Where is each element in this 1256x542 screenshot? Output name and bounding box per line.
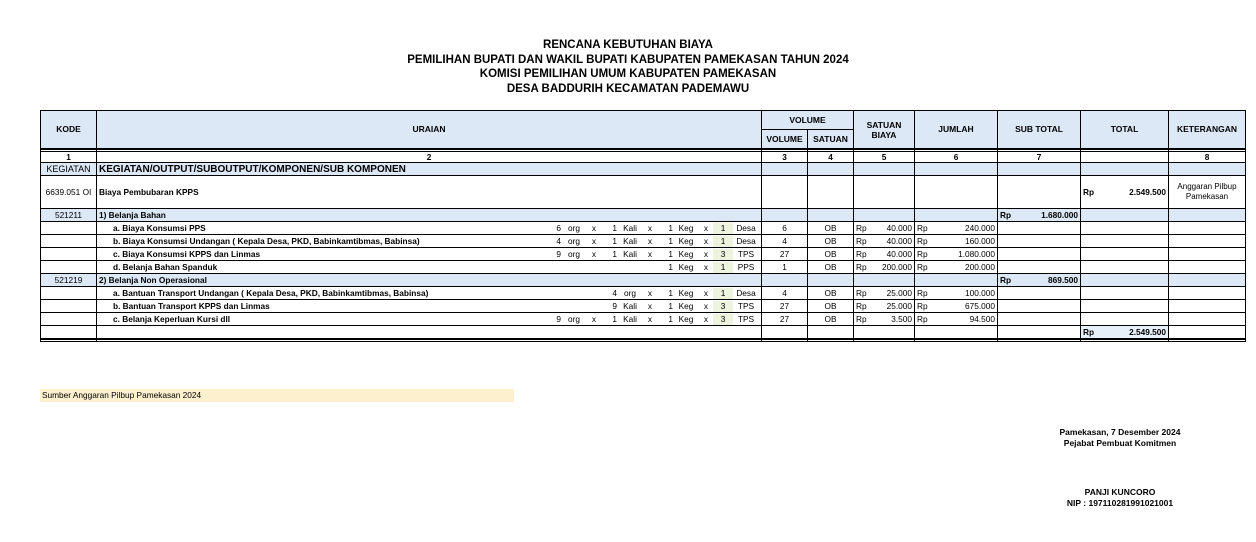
header-uraian: URAIAN <box>97 111 762 150</box>
table-cell <box>97 326 762 340</box>
table-cell <box>854 339 915 342</box>
table-cell <box>1081 287 1169 300</box>
item-jumlah: Rp 160.000 <box>915 235 998 248</box>
item-calculation: 1 Keg x 1 PPS <box>668 261 755 272</box>
table-cell <box>808 274 854 287</box>
item-volume: 27 <box>762 313 808 326</box>
table-cell <box>41 222 97 235</box>
grand-total: Rp 2.549.500 <box>1081 326 1169 340</box>
table-cell <box>1169 313 1246 326</box>
table-cell <box>41 313 97 326</box>
item-label: b. Bantuan Transport KPPS dan Linmas <box>113 300 270 311</box>
document-title <box>0 38 1256 96</box>
table-cell <box>808 339 854 342</box>
item-calculation: 9 org x 1 Kali x 1 Keg x 3 TPS <box>556 313 755 324</box>
item-label: c. Biaya Konsumsi KPPS dan Linmas <box>113 248 261 259</box>
header-satuan-biaya: SATUAN BIAYA <box>854 111 915 150</box>
group-subtotal: Rp 869.500 <box>998 274 1081 287</box>
item-uraian <box>97 287 762 300</box>
table-cell <box>97 339 762 342</box>
account-group-row <box>41 274 1246 287</box>
signature-role: Pejabat Pembuat Komitmen <box>1063 438 1177 448</box>
table-cell <box>998 300 1081 313</box>
table-cell <box>41 339 97 342</box>
group-subtotal: Rp 1.680.000 <box>998 209 1081 222</box>
title-line-3: KOMISI PEMILIHAN UMUM KABUPATEN PAMEKASAN <box>479 68 777 80</box>
table-cell <box>41 326 97 340</box>
kegiatan-kode: KEGIATAN <box>41 163 97 176</box>
account-group-row <box>41 209 1246 222</box>
komponen-keterangan: Anggaran Pilbup Pamekasan <box>1169 176 1246 209</box>
table-cell <box>762 326 808 340</box>
item-uraian <box>97 261 762 274</box>
table-row <box>41 248 1246 261</box>
item-satuan: OB <box>808 300 854 313</box>
table-cell <box>854 209 915 222</box>
item-calculation: 6 org x 1 Kali x 1 Keg x 1 Desa <box>556 222 756 233</box>
item-satuan: OB <box>808 313 854 326</box>
table-cell <box>1081 313 1169 326</box>
table-cell <box>41 248 97 261</box>
kegiatan-label: KEGIATAN/OUTPUT/SUBOUTPUT/KOMPONEN/SUB KOMPONEN <box>97 163 762 176</box>
signature-place-date: Pamekasan, 7 Desember 2024 <box>1059 427 1181 437</box>
table-cell <box>915 326 998 340</box>
item-satuan-biaya: Rp 25.000 <box>854 300 915 313</box>
table-cell <box>808 326 854 340</box>
signature-name: PANJI KUNCORO <box>1084 487 1156 497</box>
table-cell <box>1081 248 1169 261</box>
header-keterangan: KETERANGAN <box>1169 111 1246 150</box>
item-satuan: OB <box>808 235 854 248</box>
table-cell <box>41 261 97 274</box>
item-volume: 1 <box>762 261 808 274</box>
item-jumlah: Rp 240.000 <box>915 222 998 235</box>
item-volume: 27 <box>762 248 808 261</box>
header-volume-group: VOLUME <box>762 111 854 130</box>
item-volume: 4 <box>762 235 808 248</box>
table-cell <box>915 274 998 287</box>
table-cell <box>998 261 1081 274</box>
item-label: c. Belanja Keperluan Kursi dll <box>113 313 231 324</box>
table-cell <box>1081 209 1169 222</box>
item-uraian <box>97 300 762 313</box>
item-label: a. Biaya Konsumsi PPS <box>113 222 206 233</box>
column-number-row: 1 2 3 4 5 6 7 8 <box>41 152 1246 163</box>
table-cell <box>1081 261 1169 274</box>
table-row <box>41 261 1246 274</box>
komponen-label: Biaya Pembubaran KPPS <box>97 176 762 209</box>
item-jumlah: Rp 100.000 <box>915 287 998 300</box>
table-cell <box>1169 222 1246 235</box>
header-jumlah: JUMLAH <box>915 111 998 150</box>
item-satuan-biaya: Rp 40.000 <box>854 222 915 235</box>
table-cell <box>1169 248 1246 261</box>
table-cell <box>1169 209 1246 222</box>
item-satuan: OB <box>808 261 854 274</box>
komponen-total: Rp 2.549.500 <box>1081 176 1169 209</box>
grand-total-row <box>41 339 1246 342</box>
item-label: d. Belanja Bahan Spanduk <box>113 261 218 272</box>
title-line-1: RENCANA KEBUTUHAN BIAYA <box>543 39 713 51</box>
item-jumlah: Rp 200.000 <box>915 261 998 274</box>
table-cell <box>998 326 1081 340</box>
item-satuan-biaya: Rp 200.000 <box>854 261 915 274</box>
item-satuan-biaya: Rp 3.500 <box>854 313 915 326</box>
header-volume: VOLUME <box>762 130 808 150</box>
budget-table <box>40 110 1246 342</box>
item-calculation: 4 org x 1 Kali x 1 Keg x 1 Desa <box>556 235 756 246</box>
table-cell <box>854 326 915 340</box>
table-cell <box>1081 235 1169 248</box>
table-cell <box>998 313 1081 326</box>
item-satuan: OB <box>808 248 854 261</box>
table-cell <box>1169 300 1246 313</box>
item-satuan-biaya: Rp 40.000 <box>854 248 915 261</box>
table-cell <box>808 209 854 222</box>
item-jumlah: Rp 675.000 <box>915 300 998 313</box>
table-cell <box>998 222 1081 235</box>
table-cell <box>998 248 1081 261</box>
table-cell <box>41 300 97 313</box>
table-cell <box>915 209 998 222</box>
item-jumlah: Rp 1.080.000 <box>915 248 998 261</box>
title-line-4: DESA BADDURIH KECAMATAN PADEMAWU <box>506 82 750 95</box>
table-cell <box>1169 261 1246 274</box>
table-row <box>41 300 1246 313</box>
item-uraian <box>97 222 762 235</box>
group-kode: 521211 <box>41 209 97 222</box>
table-cell <box>854 274 915 287</box>
item-satuan-biaya: Rp 40.000 <box>854 235 915 248</box>
item-calculation: 9 Kali x 1 Keg x 3 TPS <box>612 300 755 311</box>
table-cell <box>1081 300 1169 313</box>
table-cell <box>1081 339 1169 342</box>
item-uraian <box>97 235 762 248</box>
header-sub-total: SUB TOTAL <box>998 111 1081 150</box>
signature-nip: NIP : 197110281991021001 <box>1066 498 1174 508</box>
table-cell <box>41 287 97 300</box>
komponen-row <box>41 176 1246 209</box>
table-cell <box>1169 339 1246 342</box>
title-line-2: PEMILIHAN BUPATI DAN WAKIL BUPATI KABUPATEN PAMEKASAN TAHUN 2024 <box>407 53 849 66</box>
item-calculation: 4 org x 1 Keg x 1 Desa <box>612 287 756 298</box>
table-cell <box>1081 222 1169 235</box>
header-satuan: SATUAN <box>808 130 854 150</box>
header-row <box>41 111 1246 130</box>
header-kode: KODE <box>41 111 97 150</box>
table-row <box>41 287 1246 300</box>
item-uraian <box>97 313 762 326</box>
table-cell <box>41 235 97 248</box>
item-uraian <box>97 248 762 261</box>
table-cell <box>915 339 998 342</box>
group-label: 1) Belanja Bahan <box>97 209 762 222</box>
table-cell <box>762 209 808 222</box>
table-cell <box>1169 235 1246 248</box>
item-satuan: OB <box>808 222 854 235</box>
komponen-kode: 6639.051 OI <box>41 176 97 209</box>
item-satuan-biaya: Rp 25.000 <box>854 287 915 300</box>
item-jumlah: Rp 94.500 <box>915 313 998 326</box>
item-satuan: OB <box>808 287 854 300</box>
table-row <box>41 313 1246 326</box>
group-kode: 521219 <box>41 274 97 287</box>
table-cell <box>1169 326 1246 340</box>
table-cell <box>1081 274 1169 287</box>
table-cell <box>762 339 808 342</box>
item-volume: 27 <box>762 300 808 313</box>
table-cell <box>998 287 1081 300</box>
item-calculation: 9 org x 1 Kali x 1 Keg x 3 TPS <box>556 248 755 259</box>
header-total: TOTAL <box>1081 111 1169 150</box>
group-label: 2) Belanja Non Operasional <box>97 274 762 287</box>
table-cell <box>762 274 808 287</box>
item-label: b. Biaya Konsumsi Undangan ( Kepala Desa, PKD, Babinkamtibmas, Babinsa) <box>113 235 420 246</box>
table-row <box>41 222 1246 235</box>
table-cell <box>998 235 1081 248</box>
item-label: a. Bantuan Transport Undangan ( Kepala Desa, PKD, Babinkamtibmas, Babinsa) <box>113 287 429 298</box>
kegiatan-row <box>41 163 1246 176</box>
table-cell <box>998 339 1081 342</box>
item-volume: 6 <box>762 222 808 235</box>
table-row <box>41 235 1246 248</box>
item-volume: 4 <box>762 287 808 300</box>
table-cell <box>1169 274 1246 287</box>
sumber-anggaran-note: Sumber Anggaran Pilbup Pamekasan 2024 <box>40 389 514 402</box>
table-cell <box>1169 287 1246 300</box>
